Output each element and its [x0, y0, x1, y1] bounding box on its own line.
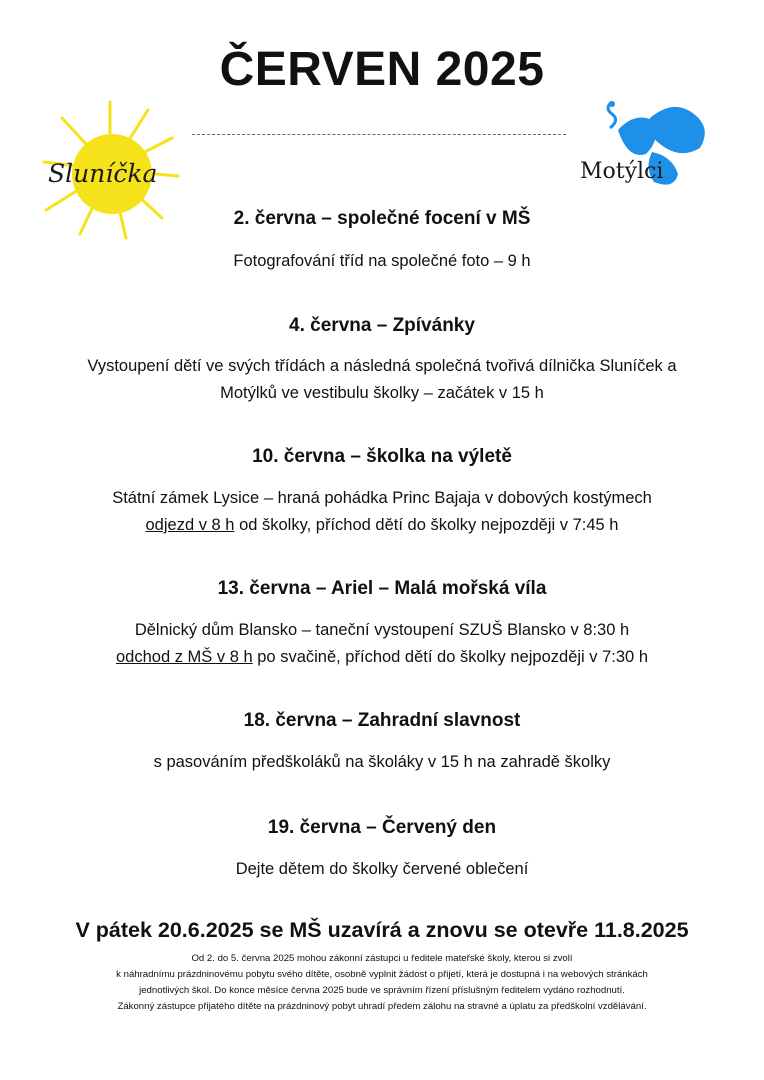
event-2-heading: 4. června – Zpívánky: [289, 315, 475, 336]
event-2-text: [20, 353, 744, 407]
butterfly-icon: [574, 100, 720, 210]
fine-print-line-2: k náhradnímu prázdninovému pobytu svého dítěte, osobně vyplnit žádost o přijetí, která je dostupná i na webových stránkách: [116, 969, 648, 980]
event-3-heading: 10. června – školka na výletě: [252, 446, 512, 467]
fine-print-line-1: Od 2. do 5. června 2025 mohou zákonní zástupci u ředitele mateřské školy, kterou si zvolí: [191, 953, 573, 964]
event-3-text: [20, 485, 744, 539]
event-6-text: Dejte dětem do školky červené oblečení: [235, 860, 529, 878]
event-3-departure: odjezd v 8 h: [145, 516, 235, 534]
title-divider: [192, 134, 566, 135]
fine-print-line-3: jednotlivých škol. Do konce měsíce června 2025 bude ve správním řízení příslušným ředitelem vydáno rozhodnutí.: [139, 985, 625, 996]
event-3-line-1: Státní zámek Lysice – hraná pohádka Princ Bajaja v dobových kostýmech: [112, 489, 652, 507]
fine-print-line-4: Zákonný zástupce přijatého dítěte na prázdninový pobyt uhradí předem zálohu na stravné a úplatu za předškolní vzdělávání.: [117, 1001, 647, 1012]
event-4-text: [20, 617, 744, 671]
event-4-line-2: po svačině, příchod dětí do školky nejpozději v 7:30 h: [252, 648, 648, 666]
event-6-heading: 19. června – Červený den: [267, 817, 497, 838]
event-3-line-2: od školky, příchod dětí do školky nejpozději v 7:45 h: [234, 516, 619, 534]
event-1-text: Fotografování tříd na společné foto – 9 h: [233, 252, 531, 270]
fine-print: [30, 951, 734, 1015]
page-title: ČERVEN 2025: [219, 43, 545, 96]
event-4-departure: odchod z MŠ v 8 h: [116, 648, 253, 666]
event-2-line-1: Vystoupení dětí ve svých třídách a následná společná tvořivá dílnička Sluníček a: [87, 357, 677, 375]
event-5-heading: 18. června – Zahradní slavnost: [243, 710, 521, 731]
event-5-text: s pasováním předškoláků na školáky v 15 h na zahradě školky: [153, 753, 611, 771]
event-2-line-2: Motýlků ve vestibulu školky – začátek v 15 h: [220, 384, 544, 402]
motylci-logo: [574, 100, 720, 210]
slunicka-logo-text: Sluníčka: [48, 159, 158, 188]
event-4-line-1: Dělnický dům Blansko – taneční vystoupení SZUŠ Blansko v 8:30 h: [134, 621, 630, 639]
event-4-heading: 13. června – Ariel – Malá mořská víla: [217, 578, 547, 599]
event-1-heading: 2. června – společné focení v MŠ: [233, 208, 531, 229]
motylci-logo-text: Motýlci: [580, 159, 664, 184]
closing-announcement: V pátek 20.6.2025 se MŠ uzavírá a znovu se otevře 11.8.2025: [75, 918, 689, 942]
